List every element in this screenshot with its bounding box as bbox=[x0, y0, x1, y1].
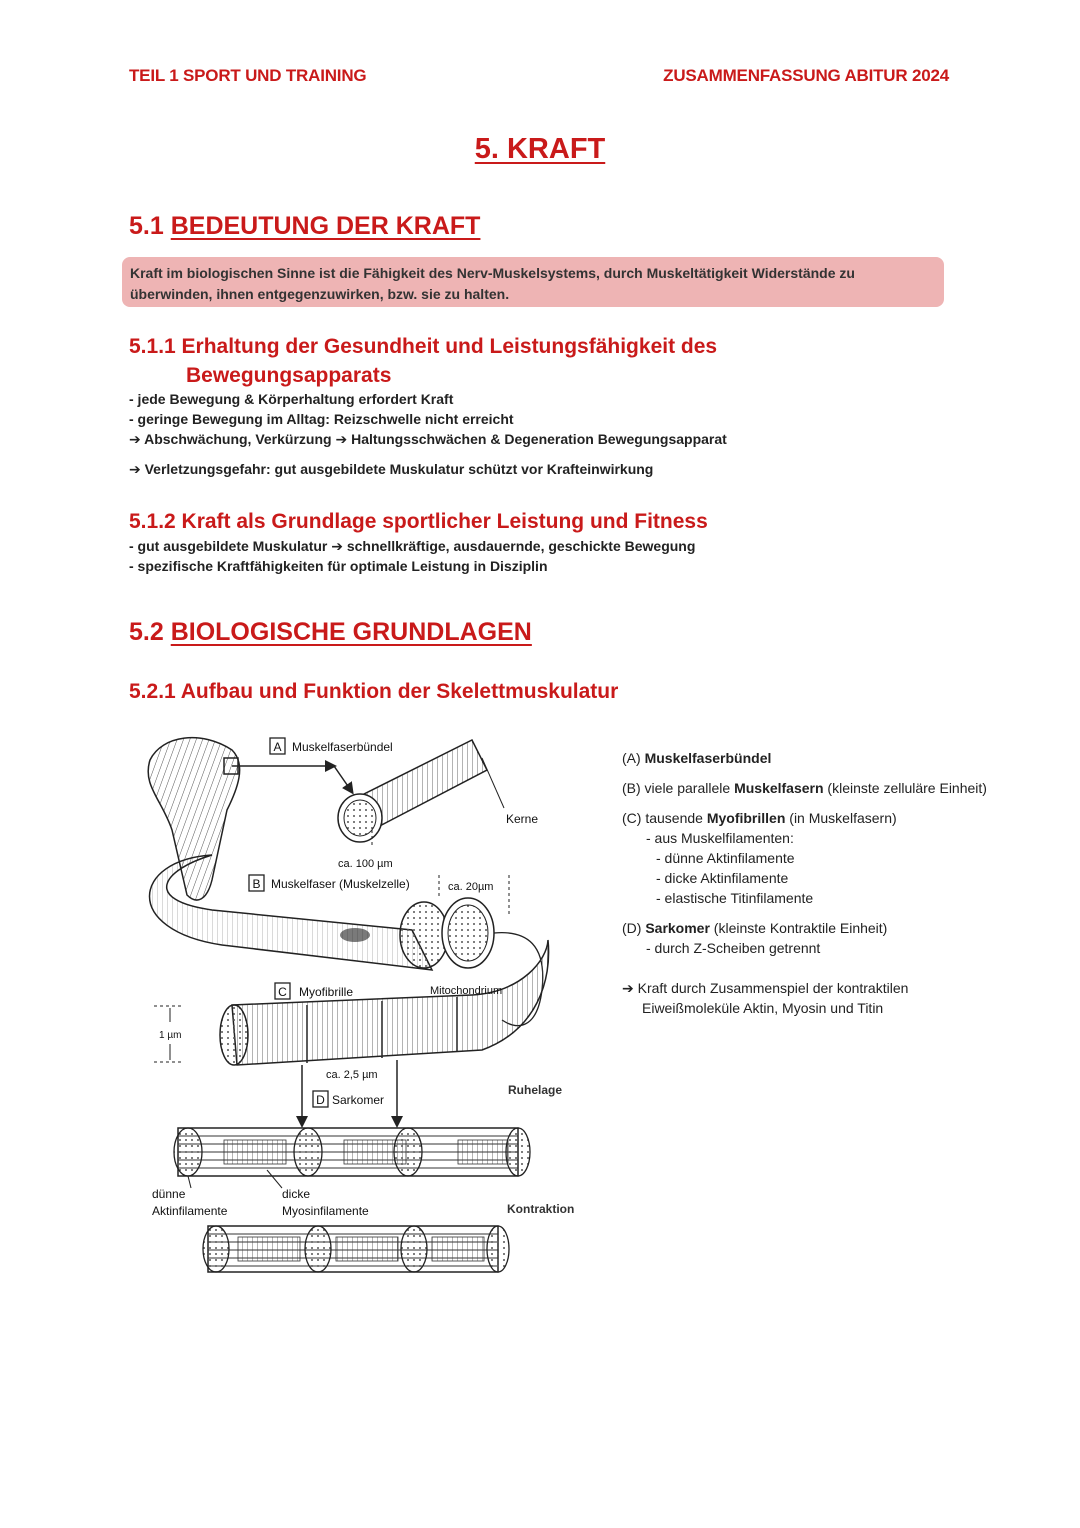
section-5-2-number: 5.2 bbox=[129, 618, 164, 646]
figure-legend bbox=[622, 748, 987, 1018]
legend-summary-line-2: Eiweißmoleküle Aktin, Myosin und Titin bbox=[642, 1000, 884, 1016]
list-item: ➔ Verletzungsgefahr: gut ausgebildete Muskulatur schützt vor Krafteinwirkung bbox=[129, 461, 654, 477]
sarcomere-rest-drawing bbox=[174, 1128, 530, 1176]
legend-item-a: (A) Muskelfaserbündel bbox=[622, 750, 772, 766]
legend-item-c-sub-2: - dicke Aktinfilamente bbox=[656, 870, 789, 886]
label-aktinfilamente: Aktinfilamente bbox=[152, 1204, 228, 1218]
legend-item-d: (D) Sarkomer (kleinste Kontraktile Einheit) bbox=[622, 920, 888, 936]
fiber-bundle-drawing bbox=[338, 740, 504, 842]
section-5-2-heading bbox=[129, 618, 532, 647]
legend-item-b: (B) viele parallele Muskelfasern (kleinste zelluläre Einheit) bbox=[622, 780, 987, 796]
label-duenne: dünne bbox=[152, 1187, 186, 1201]
list-item: - jede Bewegung & Körperhaltung erfordert Kraft bbox=[129, 391, 454, 407]
label-letter-c: C bbox=[278, 985, 287, 999]
list-item: ➔ Abschwächung, Verkürzung ➔ Haltungsschwächen & Degeneration Bewegungsapparat bbox=[129, 431, 727, 447]
label-ruhelage: Ruhelage bbox=[508, 1083, 563, 1097]
legend-item-c: (C) tausende Myofibrillen (in Muskelfasern) bbox=[622, 810, 897, 826]
list-item: - spezifische Kraftfähigkeiten für optimale Leistung in Disziplin bbox=[129, 558, 548, 574]
section-5-1-2-heading: 5.1.2 Kraft als Grundlage sportlicher Leistung und Fitness bbox=[129, 510, 708, 533]
label-kontraktion: Kontraktion bbox=[507, 1202, 575, 1216]
legend-item-d-sub: - durch Z-Scheiben getrennt bbox=[646, 940, 821, 956]
label-kerne: Kerne bbox=[506, 812, 539, 826]
label-muskelfaserbuendel: Muskelfaserbündel bbox=[292, 740, 393, 754]
section-5-2-title: BIOLOGISCHE GRUNDLAGEN bbox=[170, 618, 532, 646]
section-5-1-number: 5.1 bbox=[129, 212, 164, 240]
page-title-text: 5. KRAFT bbox=[474, 133, 606, 165]
label-2-5um: ca. 2,5 µm bbox=[326, 1069, 378, 1081]
section-5-1-heading bbox=[129, 212, 480, 241]
label-letter-a: A bbox=[273, 740, 282, 754]
legend-item-c-sub-1: - dünne Aktinfilamente bbox=[656, 850, 795, 866]
section-5-1-1-list bbox=[129, 389, 727, 479]
legend-summary-line-1: ➔ Kraft durch Zusammenspiel der kontraktilen bbox=[622, 980, 909, 996]
definition-line-1: Kraft im biologischen Sinne ist die Fähigkeit des Nerv-Muskelsystems, durch Muskeltätigkeit Widerstände zu bbox=[130, 265, 855, 281]
label-letter-b: B bbox=[252, 877, 261, 891]
label-dicke: dicke bbox=[282, 1187, 311, 1201]
label-mitochondrium: Mitochondrium bbox=[430, 985, 503, 997]
label-100um: ca. 100 µm bbox=[338, 858, 393, 870]
label-20um: ca. 20µm bbox=[448, 881, 494, 893]
legend-item-c-sub: - aus Muskelfilamenten: bbox=[646, 830, 794, 846]
definition-box bbox=[122, 257, 944, 307]
section-5-1-1-heading bbox=[129, 332, 717, 390]
list-item: - gut ausgebildete Muskulatur ➔ schnellkräftige, ausdauernde, geschickte Bewegung bbox=[129, 538, 696, 554]
header-left: TEIL 1 SPORT UND TRAINING bbox=[129, 66, 367, 85]
header-right: ZUSAMMENFASSUNG ABITUR 2024 bbox=[663, 66, 949, 85]
label-myosinfilamente: Myosinfilamente bbox=[282, 1204, 369, 1218]
label-letter-d: D bbox=[316, 1093, 325, 1107]
section-5-2-1-heading: 5.2.1 Aufbau und Funktion der Skelettmuskulatur bbox=[129, 680, 619, 703]
section-5-1-2-list bbox=[129, 536, 695, 576]
label-sarkomer: Sarkomer bbox=[332, 1093, 385, 1107]
section-5-1-1-title-line-1: 5.1.1 Erhaltung der Gesundheit und Leistungsfähigkeit des bbox=[129, 335, 718, 358]
label-muskelfaser: Muskelfaser (Muskelzelle) bbox=[271, 877, 410, 891]
section-5-1-1-title-line-2: Bewegungsapparats bbox=[186, 364, 392, 387]
section-5-1-title: BEDEUTUNG DER KRAFT bbox=[170, 212, 481, 240]
label-myofibrille: Myofibrille bbox=[299, 985, 354, 999]
muscle-structure-figure bbox=[142, 730, 584, 1284]
sarcomere-contracted-drawing bbox=[203, 1226, 509, 1272]
page-title bbox=[0, 133, 1080, 166]
list-item: - geringe Bewegung im Alltag: Reizschwelle nicht erreicht bbox=[129, 411, 514, 427]
legend-item-c-sub-3: - elastische Titinfilamente bbox=[656, 890, 814, 906]
label-1um: 1 µm bbox=[159, 1030, 182, 1041]
definition-line-2: überwinden, ihnen entgegenzuwirken, bzw. sie zu halten. bbox=[130, 286, 510, 302]
